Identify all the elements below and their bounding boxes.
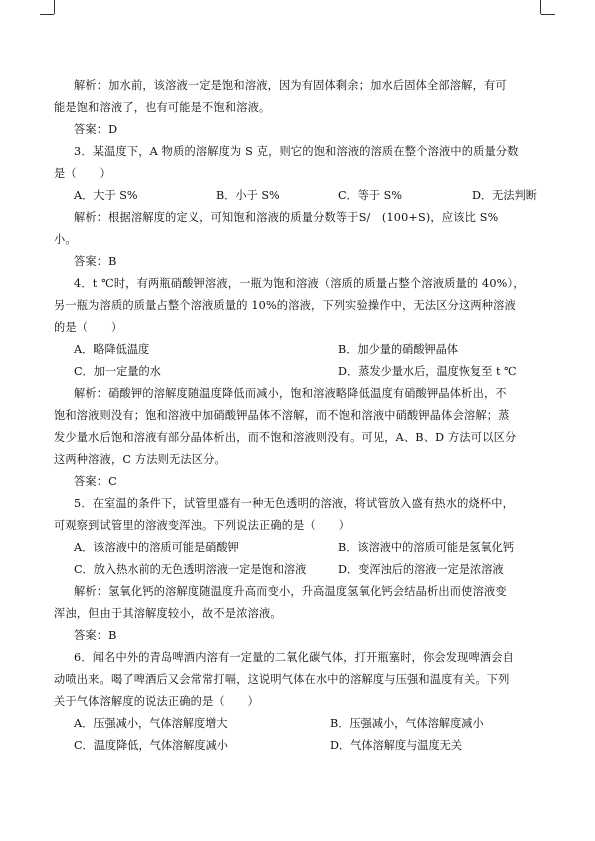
- q5-stem-line2: 可观察到试管里的溶液变浑浊。下列说法正确的是（ ）: [54, 519, 351, 532]
- q5-option-a: A．该溶液中的溶质可能是硝酸钾: [74, 541, 239, 554]
- q5-option-d: D．变浑浊后的溶液一定是浓溶液: [338, 563, 504, 576]
- q5-option-c: C．放入热水前的无色透明溶液一定是饱和溶液: [74, 563, 307, 576]
- q4-explain-line3: 发少量水后饱和溶液有部分晶体析出，而不饱和溶液则没有。可见，A、B、D 方法可以区分: [54, 431, 517, 444]
- q6-stem-line2: 动喷出来。喝了啤酒后又会常常打嗝，这说明气体在水中的溶解度与压强和温度有关。下列: [54, 673, 510, 686]
- q3-option-d: D．无法判断: [472, 189, 537, 202]
- q5-option-b: B．该溶液中的溶质可能是氢氧化钙: [338, 541, 515, 554]
- q5-answer: 答案：B: [74, 629, 117, 642]
- q4-option-c: C．加一定量的水: [74, 365, 161, 378]
- q5-stem-line1: 5．在室温的条件下，试管里盛有一种无色透明的溶液，将试管放入盛有热水的烧杯中，: [74, 497, 515, 510]
- q6-option-a: A．压强减小，气体溶解度增大: [74, 717, 228, 730]
- q4-stem-line2: 另一瓶为溶质的质量占整个溶液质量的 10%的溶液，下列实验操作中，无法区分这两种溶液: [54, 299, 516, 312]
- crop-mark-right-h: [541, 14, 555, 15]
- q4-option-d: D．蒸发少量水后，温度恢复至 t ℃: [338, 365, 517, 378]
- q3-answer: 答案：B: [74, 255, 117, 268]
- q4-explain-line1: 解析：硝酸钾的溶解度随温度降低而减小，饱和溶液略降低温度有硝酸钾晶体析出，不: [74, 387, 507, 400]
- crop-mark-left: [54, 0, 55, 14]
- q2-explain-line1: 解析：加水前，该溶液一定是饱和溶液，因为有固体剩余；加水后固体全部溶解，有可: [74, 79, 507, 92]
- q4-stem-line3: 的是（ ）: [54, 321, 123, 334]
- q3-stem-line1: 3．某温度下，A 物质的溶解度为 S 克，则它的饱和溶液的溶质在整个溶液中的质量分数: [74, 145, 519, 158]
- q3-option-a: A．大于 S%: [74, 189, 138, 202]
- q6-stem-line3: 关于气体溶解度的说法正确的是（ ）: [54, 695, 259, 708]
- q4-option-a: A．略降低温度: [74, 343, 150, 356]
- q4-answer: 答案：C: [74, 475, 117, 488]
- q3-stem-line2: 是（ ）: [54, 167, 111, 180]
- crop-mark-right: [540, 0, 541, 14]
- q6-option-c: C．温度降低，气体溶解度减小: [74, 739, 228, 752]
- q3-explain-line1: 解析：根据溶解度的定义，可知饱和溶液的质量分数等于S/ (100+S)，应该比 S%: [74, 211, 499, 224]
- q2-explain-line2: 能是饱和溶液了，也有可能是不饱和溶液。: [54, 101, 271, 114]
- q4-option-b: B．加少量的硝酸钾晶体: [338, 343, 459, 356]
- q4-explain-line2: 饱和溶液则没有；饱和溶液中加硝酸钾晶体不溶解，而不饱和溶液中硝酸钾晶体会溶解；蒸: [54, 409, 510, 422]
- q3-explain-line2: 小。: [54, 233, 77, 246]
- q6-option-d: D．气体溶解度与温度无关: [330, 739, 463, 752]
- q4-stem-line1: 4．t ℃时，有两瓶硝酸钾溶液，一瓶为饱和溶液（溶质的质量占整个溶液质量的 40%），: [74, 277, 525, 290]
- q3-option-c: C．等于 S%: [338, 189, 402, 202]
- crop-mark-left-h: [40, 14, 54, 15]
- q6-stem-line1: 6．闻名中外的青岛啤酒内溶有一定量的二氧化碳气体，打开瓶塞时，你会发现啤酒会自: [74, 651, 515, 664]
- q5-explain-line1: 解析：氢氧化钙的溶解度随温度升高而变小，升高温度氢氧化钙会结晶析出而使溶液变: [74, 585, 507, 598]
- q4-explain-line4: 这两种溶液，C 方法则无法区分。: [54, 453, 226, 466]
- q5-explain-line2: 浑浊，但由于其溶解度较小，故不是浓溶液。: [54, 607, 282, 620]
- q3-option-b: B．小于 S%: [216, 189, 280, 202]
- q6-option-b: B．压强减小，气体溶解度减小: [330, 717, 484, 730]
- q2-answer: 答案：D: [74, 123, 118, 136]
